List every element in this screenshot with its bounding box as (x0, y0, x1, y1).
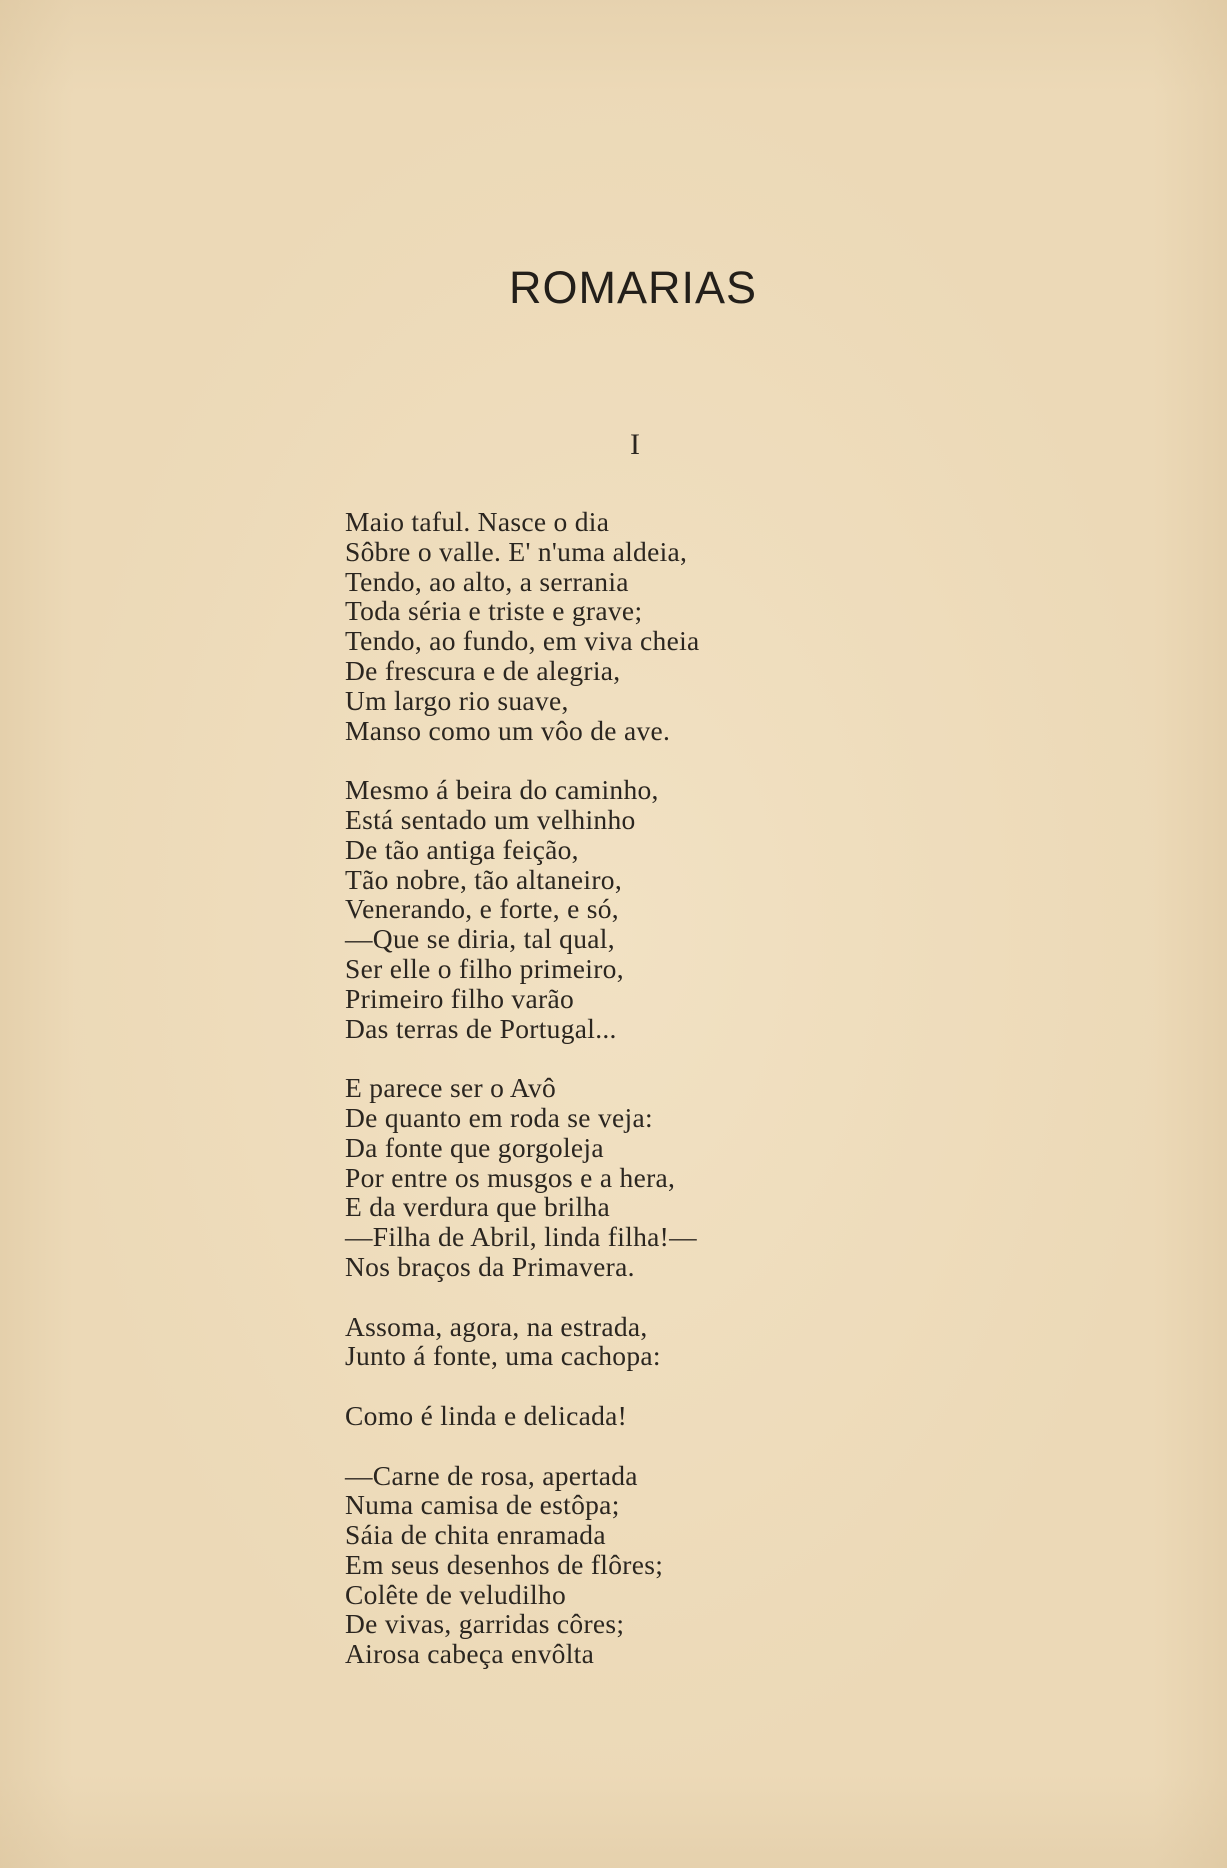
poem-line: —Carne de rosa, apertada (345, 1459, 638, 1491)
section-number: I (630, 428, 640, 461)
poem-line: Manso como um vôo de ave. (345, 714, 671, 746)
poem-line: Airosa cabeça envôlta (345, 1638, 595, 1670)
stanza (345, 1401, 825, 1431)
poem-line: Sáia de chita enramada (345, 1519, 606, 1551)
poem-line: Junto á fonte, uma cachopa: (345, 1340, 661, 1372)
poem-line: Ser elle o filho primeiro, (345, 952, 624, 984)
poem-line: Primeiro filho varão (345, 982, 574, 1014)
poem-title: ROMARIAS (509, 262, 758, 313)
poem-line: Toda séria e triste e grave; (345, 595, 643, 627)
poem-line: Sôbre o valle. E' n'uma aldeia, (345, 535, 688, 567)
poem-line: Venerando, e forte, e só, (345, 893, 619, 925)
poem-line: Das terras de Portugal... (345, 1012, 617, 1044)
poem-line: E da verdura que brilha (345, 1191, 610, 1223)
poem-line: Maio taful. Nasce o dia (345, 506, 610, 537)
poem-line: Colête de veludilho (345, 1578, 567, 1610)
poem-line: E parece ser o Avô (345, 1072, 557, 1104)
poem-line: Da fonte que gorgoleja (345, 1131, 604, 1163)
poem-line: Está sentado um velhinho (345, 803, 636, 835)
poem-body (345, 507, 825, 1699)
poem-line: De quanto em roda se veja: (345, 1101, 653, 1133)
stanza (345, 775, 825, 1043)
stanza (345, 1461, 825, 1670)
poem-line: Em seus desenhos de flôres; (345, 1548, 664, 1580)
poem-line: Tendo, ao alto, a serrania (345, 565, 629, 597)
poem-line: Como é linda e delicada! (345, 1399, 628, 1431)
poem-line: Mesmo á beira do caminho, (345, 774, 659, 806)
poem-line: De vivas, garridas côres; (345, 1608, 625, 1640)
poem-line: Numa camisa de estôpa; (345, 1489, 620, 1521)
poem-line: Tão nobre, tão altaneiro, (345, 863, 623, 895)
poem-line: Um largo rio suave, (345, 684, 569, 716)
poem-line: Assoma, agora, na estrada, (345, 1310, 648, 1342)
poem-line: De tão antiga feição, (345, 833, 579, 865)
poem-line: Tendo, ao fundo, em viva cheia (345, 625, 700, 657)
stanza (345, 1073, 825, 1282)
stanza (345, 1312, 825, 1372)
poem-line: De frescura e de alegria, (345, 654, 621, 686)
poem-line: Por entre os musgos e a hera, (345, 1161, 676, 1193)
poem-line: —Que se diria, tal qual, (345, 923, 615, 955)
stanza (345, 507, 825, 745)
poem-line: Nos braços da Primavera. (345, 1250, 635, 1282)
poem-line: —Filha de Abril, linda filha!— (345, 1221, 697, 1253)
